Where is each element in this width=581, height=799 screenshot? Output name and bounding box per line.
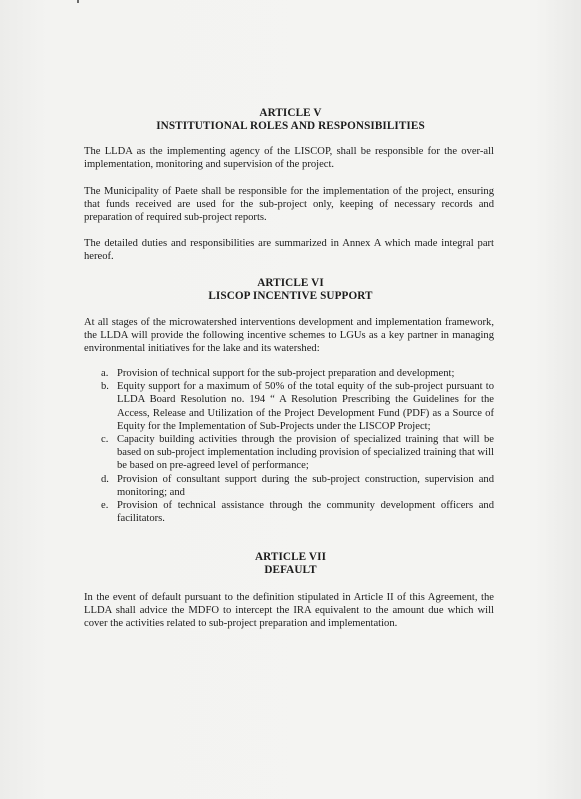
list-item [101, 433, 494, 473]
article-5-title: ARTICLE V [259, 107, 322, 119]
list-item-text: Capacity building activities through the provision of specialized training that will be based on sub-project implementation including provision of specialized training that will be based on pre-agreed level of performance; [117, 434, 494, 472]
article-6-subtitle: LISCOP INCENTIVE SUPPORT [208, 290, 373, 302]
list-item [101, 367, 494, 380]
list-item [101, 380, 494, 433]
incentive-list [101, 367, 494, 525]
list-marker: c. [101, 434, 109, 446]
list-marker: d. [101, 473, 109, 485]
list-item-text: Equity support for a maximum of 50% of the total equity of the sub-project pursuant to LLDA Board Resolution no. 194 “ A Resolution Prescribing the Guidelines for the Access, Release and Utilization of the Project Development Fund (PDF) as a Source of Equity for the Implementation of Sub-Projects under the LISCOP Project; [117, 381, 494, 432]
scan-mark [77, 0, 79, 3]
article-7-paragraph: In the event of default pursuant to the definition stipulated in Article II of this Agreement, the LLDA shall advice the MDFO to intercept the IRA equivalent to the amount due which will cover the activities related to sub-project preparation and implementation. [84, 592, 494, 630]
list-item [101, 473, 494, 499]
article-5-paragraph-3: The detailed duties and responsibilities are summarized in Annex A which made integral part hereof. [84, 238, 494, 263]
list-marker: a. [101, 368, 109, 379]
article-5-paragraph-2: The Municipality of Paete shall be responsible for the implementation of the project, ensuring that funds received are used for the sub-project only, keeping of necessary records and preparation of required sub-project reports. [84, 186, 494, 224]
article-5-paragraph-1: The LLDA as the implementing agency of the LISCOP, shall be responsible for the over-all implementation, monitoring and supervision of the project. [84, 146, 494, 171]
article-7-subtitle: DEFAULT [264, 564, 317, 576]
list-item [101, 499, 494, 525]
list-item-text: Provision of technical support for the sub-project preparation and development; [117, 368, 455, 379]
list-marker: b. [101, 381, 109, 393]
article-5-subtitle: INSTITUTIONAL ROLES AND RESPONSIBILITIES [156, 120, 425, 132]
article-7-title: ARTICLE VII [254, 551, 327, 563]
article-6-title: ARTICLE VI [257, 277, 324, 289]
list-item-text: Provision of technical assistance through the community development officers and facilitators. [117, 500, 494, 525]
article-6-intro: At all stages of the microwatershed interventions development and implementation framework, the LLDA will provide the following incentive schemes to LGUs as a key partner in managing environmental initiatives for the lake and its watershed: [84, 317, 494, 355]
list-marker: e. [101, 500, 109, 512]
list-item-text: Provision of consultant support during the sub-project construction, supervision and monitoring; and [117, 473, 494, 498]
